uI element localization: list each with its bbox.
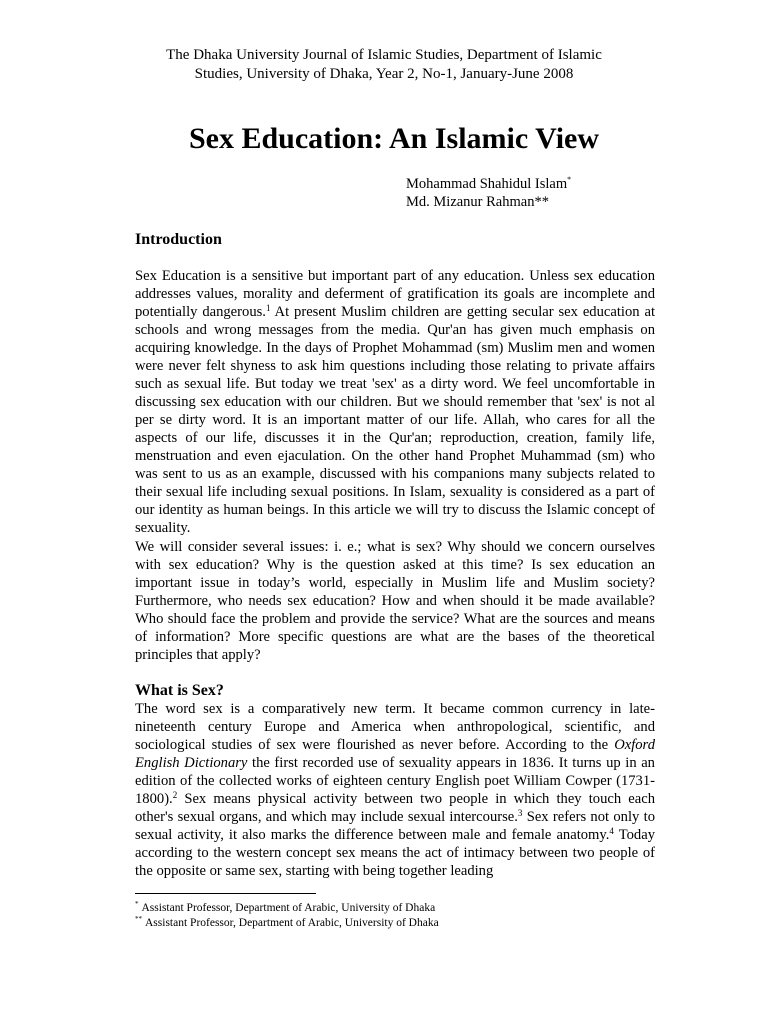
author-name: Md. Mizanur Rahman**: [406, 194, 549, 210]
paper-title: Sex Education: An Islamic View: [188, 122, 600, 155]
footnote: [135, 916, 439, 931]
paragraph: [135, 267, 655, 537]
footnote-text: Assistant Professor, Department of Arabic, University of Dhaka: [141, 902, 436, 914]
footnote-ref: 4: [609, 826, 614, 836]
footnotes: [135, 901, 439, 931]
footnote: [135, 901, 439, 916]
text: Today according to the western concept sex means the act of intimacy between two people of the opposite or same sex, starting with being together leading: [135, 827, 655, 879]
journal-header-line: Studies, University of Dhaka, Year 2, No-1, January-June 2008: [194, 66, 574, 82]
footnote-text: Assistant Professor, Department of Arabic, University of Dhaka: [145, 917, 439, 929]
footnote-ref: 2: [172, 790, 178, 800]
footnote-divider: [135, 893, 316, 894]
section-heading-what-is-sex: What is Sex?: [135, 682, 224, 699]
text: The word sex is a comparatively new term. It became common currency in late-nineteenth century Europe and America when anthropological, scientific, and sociological studies of sex were flourished as never before. According to the: [135, 701, 655, 753]
italic-title: Oxford English Dictionary: [135, 737, 655, 771]
text: Sex refers not only to sexual activity, it also marks the difference between male and female anatomy.: [135, 809, 655, 843]
paragraph: We will consider several issues: i. e.; what is sex? Why should we concern ourselves with sex education? Why is the question asked at this time? Is sex education an important issue in today’s world, especially in Muslim life and Muslim society? Furthermore, who needs sex education? How and when should it be made available? Who should face the problem and provide the service? What are the sources and means of information? More specific questions are what are the bases of the theoretical principles that apply?: [135, 539, 655, 663]
text: Sex means physical activity between two people in which they touch each other's sexual organs, and which may include sexual intercourse.: [135, 791, 655, 825]
author-list: [406, 175, 571, 211]
text: At present Muslim children are getting secular sex education at schools and wrong messages from the media. Qur'an has given much emphasis on acquiring knowledge. In the days of Prophet Mohammad (sm) Muslim men and women were never felt shyness to ask him questions including those relating to private affairs such as sexual life. But today we treat 'sex' as a dirty word. We feel uncomfortable in discussing sex education with our children. But we should remember that 'sex' is not al per se dirty word. It is an important matter of our life. Allah, who cares for all the aspects of our life, discusses it in the Qur'an; reproduction, creation, family life, menstruation and even ejaculation. On the other hand Prophet Muhammad (sm) who was sent to us as an example, discussed with his companions many subjects related to their sexual life including sexual positions. In Islam, sexuality is considered as a part of our identity as human beings. In this article we will try to discuss the Islamic concept of sexuality.: [135, 304, 655, 536]
journal-header-line: The Dhaka University Journal of Islamic Studies, Department of Islamic: [166, 47, 602, 63]
text: the first recorded use of sexuality appears in 1836. It turns up in an edition of the collected works of eighteen century English poet William Cowper (1731-1800).: [135, 755, 655, 807]
footnote-ref: 1: [265, 303, 271, 313]
author: [406, 193, 571, 211]
section-heading-introduction: Introduction: [135, 231, 222, 248]
footnote-mark: *: [135, 900, 139, 908]
footnote-mark: **: [135, 915, 142, 923]
author-footnote-mark: *: [567, 175, 572, 184]
journal-header: [0, 46, 768, 84]
footnote-ref: 3: [517, 808, 523, 818]
author: [406, 175, 571, 193]
paragraph: [135, 700, 655, 880]
text: Sex Education is a sensitive but important part of any education. Unless sex education addresses values, morality and deferment of gratification its goals are incomplete and potentially dangerous.: [135, 268, 655, 320]
author-name: Mohammad Shahidul Islam: [406, 176, 568, 192]
